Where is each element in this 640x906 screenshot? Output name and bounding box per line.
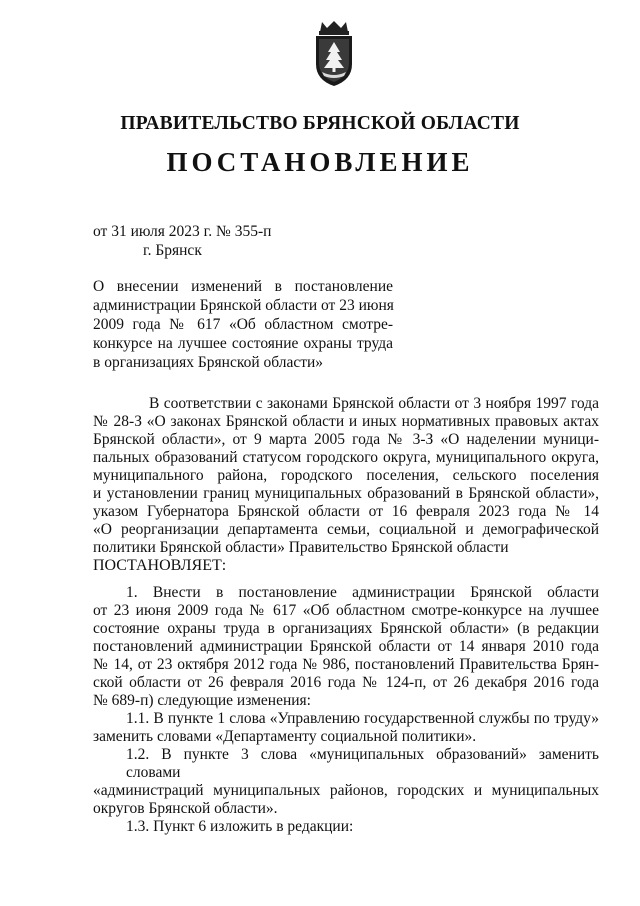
city-line: г. Брянск: [143, 242, 202, 259]
subitem-1-2-line: 1.2. В пункте 3 слова «муниципальных образований» заменить словами: [126, 746, 599, 781]
preamble-line: В соответствии с законами Брянской области от 3 ноября 1997 года: [149, 395, 599, 412]
preamble-line: Брянской области», от 9 марта 2005 года № 3-З «О наделении муници-: [93, 431, 599, 448]
item-line: состояние охраны труда в организациях Брянской области» (в редакции: [93, 620, 599, 637]
preamble-line: пальных образований статусом городского округа, муниципального округа,: [93, 449, 599, 466]
preamble-line: № 28-З «О законах Брянской области и иных нормативных правовых актах: [93, 413, 599, 430]
decree-word: ПОСТАНОВЛЯЕТ:: [93, 557, 227, 574]
item-line: постановлений администрации Брянской области от 14 января 2010 года: [93, 638, 599, 655]
subject-line: О внесении изменений в постановление: [93, 278, 393, 295]
item-line: ской области от 26 февраля 2016 года № 124-п, от 26 декабря 2016 года: [93, 674, 599, 691]
subject-line: конкурсе на лучшее состояние охраны труда: [93, 335, 393, 352]
document-type-title: ПОСТАНОВЛЕНИЕ: [166, 147, 474, 177]
item-line: № 14, от 23 октября 2012 года № 986, постановлений Правительства Брян-: [93, 656, 599, 673]
subject-line: в организациях Брянской области»: [93, 354, 324, 371]
preamble-paragraph: [93, 395, 599, 575]
item-line: от 23 июня 2009 года № 617 «Об областном смотре-конкурсе на лучшее: [93, 602, 599, 619]
subject-line: 2009 года № 617 «Об областном смотре-: [93, 316, 393, 333]
items-section: [93, 584, 599, 836]
subitem-1-2-line: «администраций муниципальных районов, городских и муниципальных: [93, 782, 599, 799]
document-subject: [93, 277, 393, 372]
subitem-1-1-line: 1.1. В пункте 1 слова «Управлению государственной службы по труду»: [126, 710, 599, 727]
preamble-line: «О реорганизации департамента семьи, социальной и демографической: [93, 521, 599, 538]
subject-line: администрации Брянской области от 23 июня: [93, 297, 394, 314]
preamble-line: и установлении границ муниципальных образований в Брянской области»,: [93, 485, 599, 502]
subitem-1-2-line: округов Брянской области».: [93, 800, 278, 817]
preamble-line: политики Брянской области» Правительство Брянской области: [93, 539, 509, 556]
preamble-line: муниципального района, городского поселения, сельского поселения: [93, 467, 599, 484]
date-number-line: от 31 июля 2023 г. № 355-п: [93, 223, 272, 240]
preamble-line: указом Губернатора Брянской области от 16 февраля 2023 года № 14: [93, 503, 599, 520]
document-meta: [93, 222, 271, 260]
item-line: 1. Внести в постановление администрации Брянской области: [126, 584, 599, 601]
bryansk-coat-of-arms-icon: [306, 20, 362, 88]
subitem-1-1-line: заменить словами «Департаменту социальной политики».: [93, 728, 477, 745]
item-line: № 689-п) следующие изменения:: [93, 692, 311, 709]
subitem-1-3-line: 1.3. Пункт 6 изложить в редакции:: [126, 818, 354, 835]
government-title: ПРАВИТЕЛЬСТВО БРЯНСКОЙ ОБЛАСТИ: [120, 113, 520, 134]
